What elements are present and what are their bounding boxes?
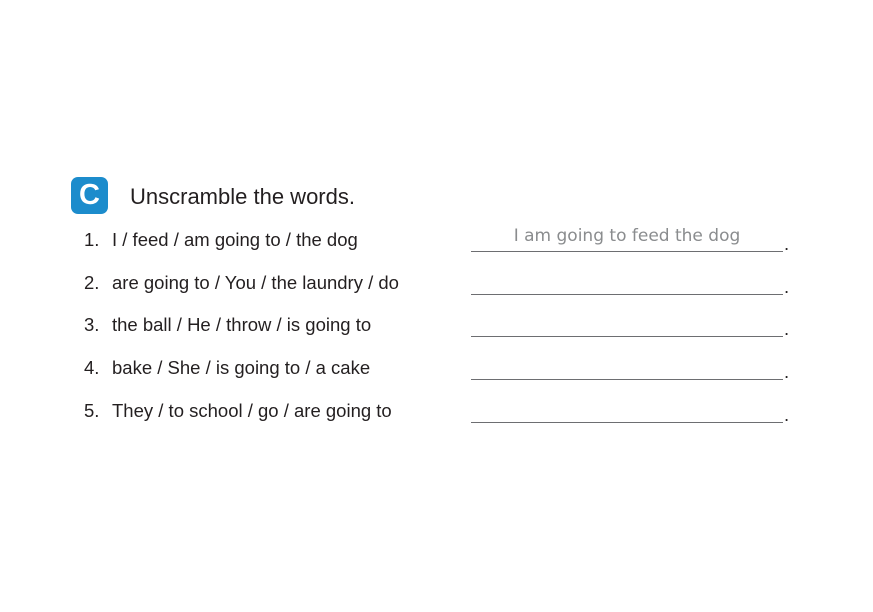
scrambled-prompt: bake / She / is going to / a cake xyxy=(112,357,371,379)
answer-line xyxy=(471,422,783,423)
list-item xyxy=(84,225,794,268)
period: . xyxy=(784,233,790,254)
exercise-header xyxy=(71,177,801,215)
period: . xyxy=(784,361,790,383)
exercise-title: Unscramble the words. xyxy=(130,184,355,209)
scrambled-prompt: I / feed / am going to / the dog xyxy=(112,229,358,250)
exercise-section xyxy=(71,177,801,425)
item-number: 4. xyxy=(84,357,100,379)
answer-line xyxy=(471,336,783,337)
answer-line xyxy=(471,294,783,295)
period: . xyxy=(784,318,790,340)
item-number: 5. xyxy=(84,399,100,421)
answer-line xyxy=(471,379,783,380)
list-item xyxy=(84,396,794,439)
period: . xyxy=(784,275,790,297)
answer-line xyxy=(471,251,783,252)
scrambled-prompt: They / to school / go / are going to xyxy=(112,399,392,421)
item-number: 1. xyxy=(84,229,100,250)
item-number: 2. xyxy=(84,271,100,293)
item-list xyxy=(84,225,794,438)
list-item xyxy=(84,268,794,311)
scrambled-prompt: the ball / He / throw / is going to xyxy=(112,314,372,336)
section-badge: C xyxy=(71,177,108,214)
answer-field[interactable]: I am going to feed the dog xyxy=(513,226,741,246)
list-item xyxy=(84,310,794,353)
period: . xyxy=(784,403,790,425)
item-number: 3. xyxy=(84,314,100,336)
scrambled-prompt: are going to / You / the laundry / do xyxy=(112,271,399,293)
list-item xyxy=(84,353,794,396)
